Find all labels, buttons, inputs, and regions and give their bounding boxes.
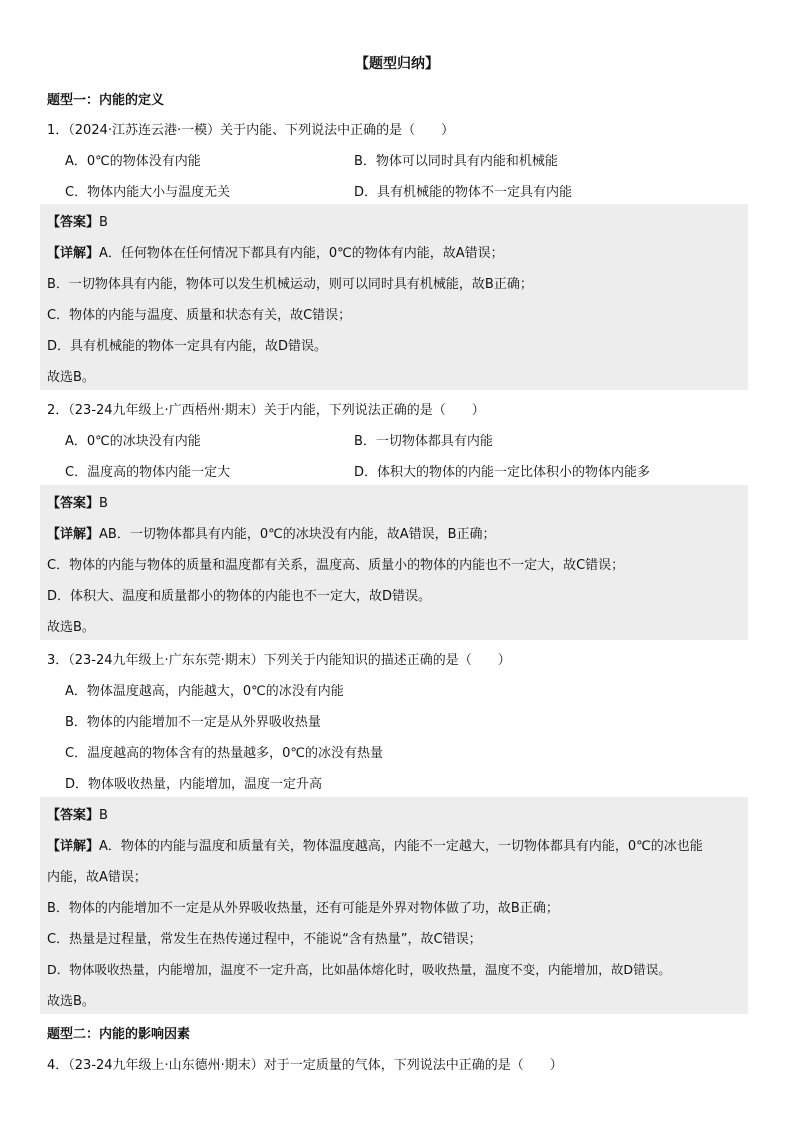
answer-value: B	[99, 496, 108, 511]
detail-line	[47, 523, 496, 542]
option-c: C．温度越高的物体含有的热量越多，0℃的冰没有热量	[65, 746, 383, 761]
detail-line: D．体积大、温度和质量都小的物体的内能也不一定大，故D错误。	[47, 589, 432, 604]
detail-label: 【详解】	[47, 246, 100, 261]
option-a: A．物体温度越高，内能越大，0℃的冰没有内能	[65, 684, 344, 699]
option-d: D．具有机械能的物体不一定具有内能	[354, 185, 573, 200]
option-c: C．物体内能大小与温度无关	[65, 185, 231, 200]
detail-line: B．物体的内能增加不一定是从外界吸收热量，还有可能是外界对物体做了功，故B正确；	[47, 901, 559, 916]
detail-line	[47, 242, 504, 261]
option-d: D．体积大的物体的内能一定比体积小的物体内能多	[354, 465, 651, 480]
detail-label: 【详解】	[47, 527, 100, 542]
question-stem: 2．（23-24九年级上·广西梧州·期末）关于内能，下列说法正确的是（ ）	[47, 403, 485, 418]
section-heading: 题型一：内能的定义	[47, 93, 165, 108]
option-d: D．物体吸收热量，内能增加，温度一定升高	[65, 777, 323, 792]
detail-line: B．一切物体具有内能，物体可以发生机械运动，则可以同时具有机械能，故B正确；	[47, 277, 533, 292]
answer-panel	[40, 797, 748, 1014]
question-stem: 3．（23-24九年级上·广东东莞·期末）下列关于内能知识的描述正确的是（ ）	[47, 653, 511, 668]
answer-line	[47, 211, 108, 230]
question-stem: 1．（2024·江苏连云港·一模）关于内能、下列说法中正确的是（ ）	[47, 123, 455, 138]
answer-line	[47, 492, 108, 511]
detail-line: C．热量是过程量，常发生在热传递过程中，不能说“含有热量”，故C错误；	[47, 932, 482, 947]
detail-line: 故选B。	[47, 370, 95, 385]
option-b: B．一切物体都具有内能	[354, 434, 493, 449]
option-c: C．温度高的物体内能一定大	[65, 465, 231, 480]
option-a: A．0℃的冰块没有内能	[65, 434, 201, 449]
page-title: 【题型归纳】	[355, 56, 439, 72]
detail-line: 故选B。	[47, 994, 95, 1009]
option-b: B．物体可以同时具有内能和机械能	[354, 154, 558, 169]
detail-text: A．物体的内能与温度和质量有关，物体温度越高，内能不一定越大，一切物体都具有内能，0℃的冰也能	[99, 839, 703, 854]
answer-value: B	[99, 215, 108, 230]
detail-label: 【详解】	[47, 839, 100, 854]
detail-line: 故选B。	[47, 620, 95, 635]
answer-panel	[40, 485, 748, 640]
detail-line	[47, 835, 703, 854]
option-b: B．物体的内能增加不一定是从外界吸收热量	[65, 715, 321, 730]
answer-value: B	[99, 808, 108, 823]
question-stem: 4．（23-24九年级上·山东德州·期末）对于一定质量的气体，下列说法中正确的是（ ）	[47, 1058, 563, 1073]
detail-text: A．任何物体在任何情况下都具有内能，0℃的物体有内能，故A错误；	[99, 246, 504, 261]
detail-text: AB．一切物体都具有内能，0℃的冰块没有内能，故A错误，B正确；	[99, 527, 496, 542]
section-heading: 题型二：内能的影响因素	[47, 1027, 191, 1042]
detail-line: D．具有机械能的物体一定具有内能，故D错误。	[47, 339, 328, 354]
option-a: A．0℃的物体没有内能	[65, 154, 201, 169]
detail-line: D．物体吸收热量，内能增加，温度不一定升高，比如晶体熔化时，吸收热量，温度不变，内能增加，故D错误。	[47, 962, 671, 977]
answer-label: 【答案】	[47, 496, 100, 511]
answer-line	[47, 804, 108, 823]
answer-panel	[40, 204, 748, 390]
answer-label: 【答案】	[47, 215, 100, 230]
detail-line: C．物体的内能与温度、质量和状态有关，故C错误；	[47, 308, 352, 323]
detail-line: 内能，故A错误；	[47, 870, 147, 885]
answer-label: 【答案】	[47, 808, 100, 823]
detail-line: C．物体的内能与物体的质量和温度都有关系，温度高、质量小的物体的内能也不一定大，故C错误；	[47, 558, 625, 573]
